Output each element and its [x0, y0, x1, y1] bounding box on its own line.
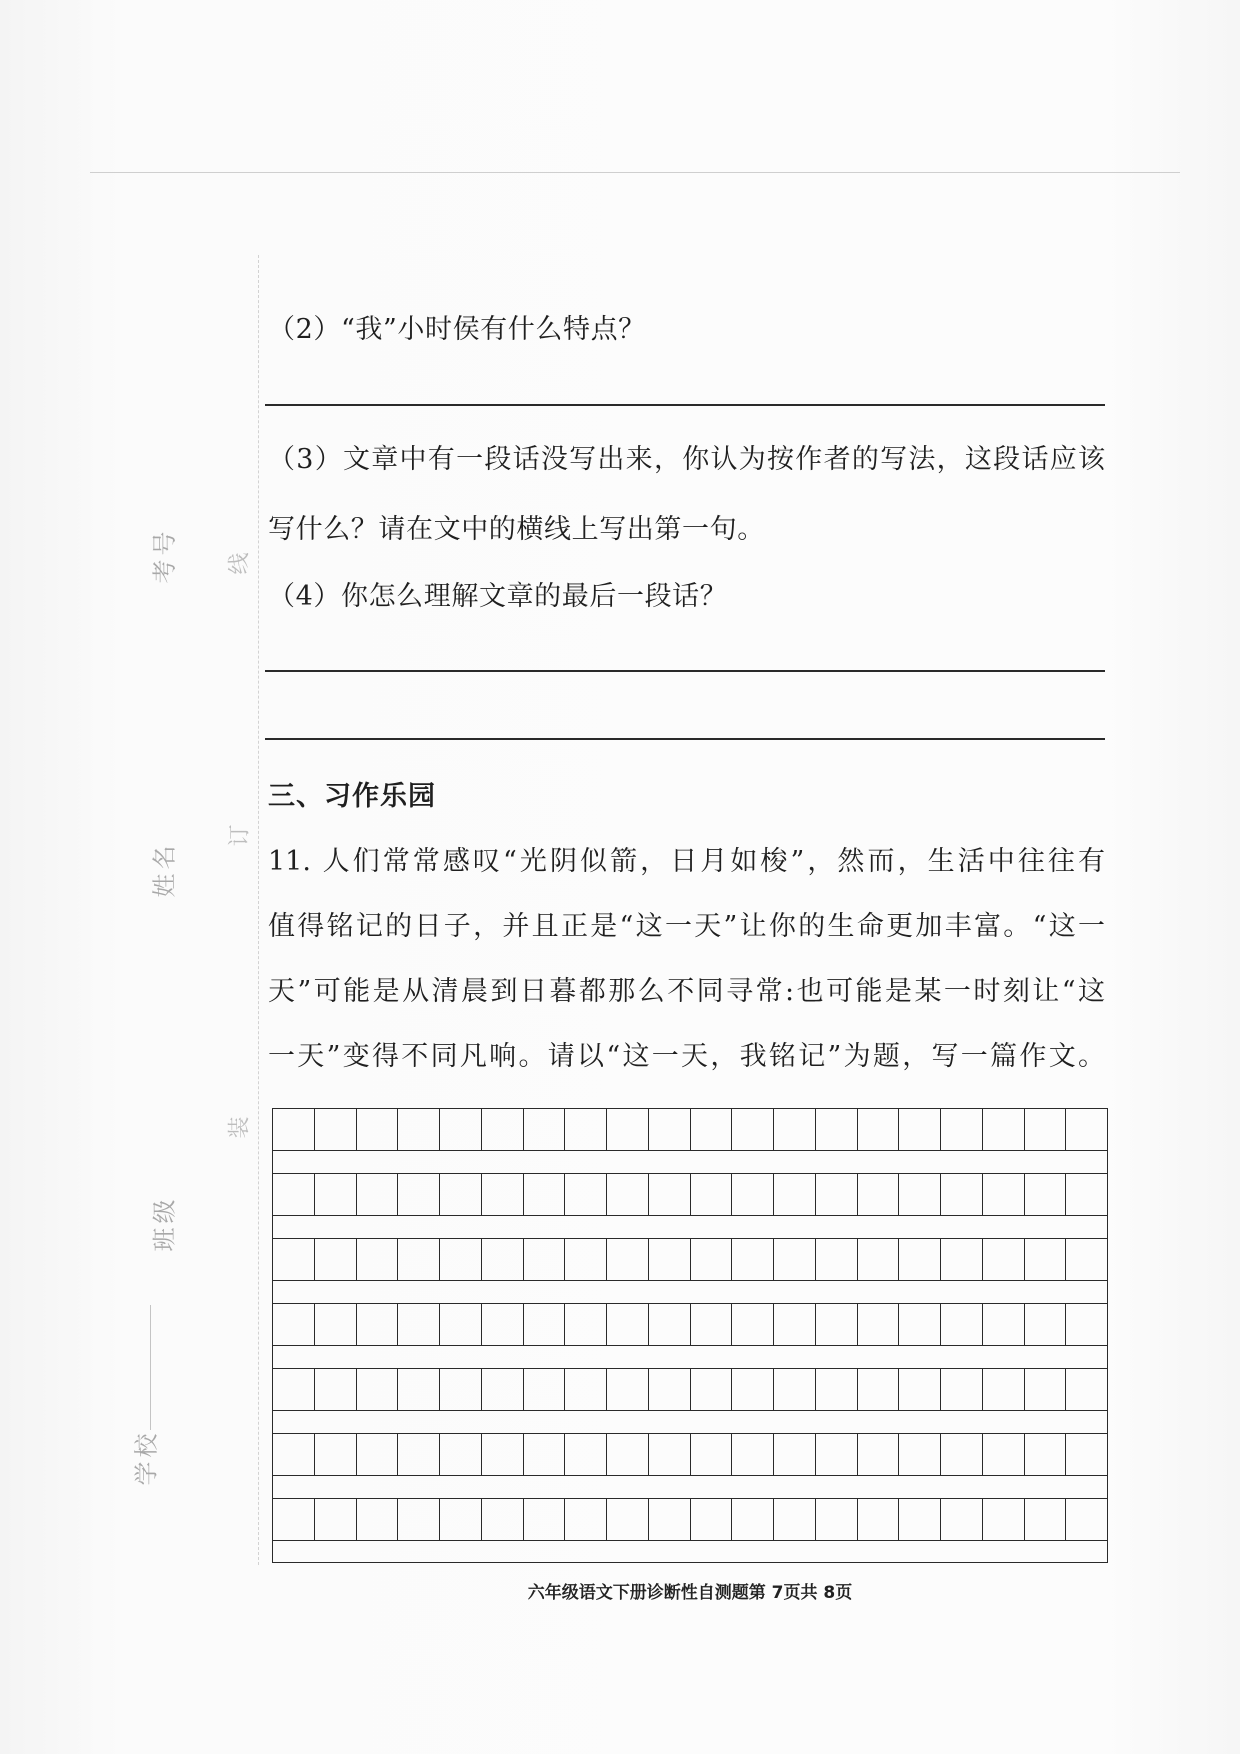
grid-cell: [858, 1239, 900, 1280]
grid-row: [273, 1108, 1107, 1151]
grid-cell: [273, 1499, 315, 1540]
writing-prompt-line: 值得铭记的日子，并且正是“这一天”让你的生命更加丰富。“这一: [268, 911, 1105, 942]
grid-cell: [649, 1434, 691, 1475]
grid-cell: [315, 1499, 357, 1540]
grid-cell: [398, 1304, 440, 1345]
grid-cell: [1025, 1434, 1067, 1475]
grid-cell: [524, 1304, 566, 1345]
grid-cell: [398, 1174, 440, 1215]
grid-cell: [1066, 1369, 1107, 1410]
grid-cell: [899, 1109, 941, 1150]
grid-cell: [941, 1109, 983, 1150]
grid-cell: [607, 1109, 649, 1150]
grid-cell: [816, 1304, 858, 1345]
binding-char-ding: 订: [227, 824, 253, 847]
grid-cell: [774, 1434, 816, 1475]
grid-cell: [482, 1109, 524, 1150]
grid-cell: [607, 1304, 649, 1345]
grid-cell: [273, 1369, 315, 1410]
writing-prompt-line: 天”可能是从清晨到日暮都那么不同寻常:也可能是某一时刻让“这: [268, 976, 1105, 1007]
grid-cell: [315, 1304, 357, 1345]
grid-cell: [482, 1369, 524, 1410]
grid-cell: [774, 1239, 816, 1280]
grid-cell: [315, 1434, 357, 1475]
answer-line: [265, 670, 1105, 672]
grid-cell: [357, 1174, 399, 1215]
grid-cell: [1025, 1369, 1067, 1410]
grid-cell: [398, 1499, 440, 1540]
grid-cell: [1025, 1239, 1067, 1280]
grid-cell: [691, 1109, 733, 1150]
grid-cell: [941, 1304, 983, 1345]
grid-cell: [273, 1239, 315, 1280]
grid-cell: [649, 1499, 691, 1540]
question-3-line-1: （3）文章中有一段话没写出来，你认为按作者的写法，这段话应该: [268, 444, 1105, 475]
grid-cell: [732, 1499, 774, 1540]
grid-cell: [1025, 1174, 1067, 1215]
grid-row: [273, 1173, 1107, 1216]
grid-cell: [357, 1239, 399, 1280]
grid-cell: [398, 1239, 440, 1280]
grid-cell: [1066, 1304, 1107, 1345]
grid-cell: [482, 1434, 524, 1475]
grid-cell: [607, 1499, 649, 1540]
grid-cell: [1066, 1499, 1107, 1540]
grid-cell: [1066, 1174, 1107, 1215]
grid-cell: [565, 1499, 607, 1540]
grid-cell: [524, 1174, 566, 1215]
grid-cell: [774, 1109, 816, 1150]
grid-cell: [357, 1434, 399, 1475]
writing-grid: [272, 1108, 1108, 1563]
question-2: （2）“我”小时侯有什么特点？: [268, 314, 646, 345]
grid-row: [273, 1498, 1107, 1541]
grid-cell: [565, 1304, 607, 1345]
grid-cell: [315, 1369, 357, 1410]
grid-cell: [482, 1304, 524, 1345]
grid-cell: [524, 1434, 566, 1475]
answer-line: [265, 404, 1105, 406]
grid-cell: [691, 1304, 733, 1345]
grid-cell: [732, 1239, 774, 1280]
grid-cell: [816, 1434, 858, 1475]
grid-cell: [983, 1174, 1025, 1215]
grid-row: [273, 1433, 1107, 1476]
grid-cell: [1025, 1304, 1067, 1345]
grid-cell: [816, 1499, 858, 1540]
grid-cell: [607, 1239, 649, 1280]
grid-cell: [691, 1434, 733, 1475]
grid-cell: [440, 1109, 482, 1150]
grid-cell: [357, 1304, 399, 1345]
grid-cell: [816, 1174, 858, 1215]
grid-cell: [440, 1499, 482, 1540]
grid-cell: [1066, 1434, 1107, 1475]
grid-cell: [941, 1174, 983, 1215]
margin-label-exam-number: 考号: [150, 527, 179, 584]
grid-cell: [524, 1369, 566, 1410]
grid-cell: [440, 1434, 482, 1475]
grid-cell: [816, 1109, 858, 1150]
page-footer: 六年级语文下册诊断性自测题第 7页共 8页: [527, 1583, 853, 1603]
grid-cell: [983, 1239, 1025, 1280]
grid-cell: [398, 1109, 440, 1150]
grid-cell: [983, 1369, 1025, 1410]
grid-cell: [899, 1239, 941, 1280]
grid-cell: [273, 1109, 315, 1150]
grid-cell: [732, 1174, 774, 1215]
grid-cell: [440, 1369, 482, 1410]
grid-cell: [858, 1369, 900, 1410]
grid-cell: [983, 1304, 1025, 1345]
grid-cell: [315, 1239, 357, 1280]
grid-cell: [524, 1499, 566, 1540]
grid-cell: [649, 1174, 691, 1215]
grid-cell: [732, 1109, 774, 1150]
grid-cell: [941, 1369, 983, 1410]
grid-cell: [440, 1304, 482, 1345]
question-4: （4）你怎么理解文章的最后一段话？: [268, 581, 728, 612]
grid-cell: [440, 1174, 482, 1215]
grid-cell: [398, 1434, 440, 1475]
grid-cell: [732, 1304, 774, 1345]
question-3-line-2: 写什么？请在文中的横线上写出第一句。: [268, 514, 765, 545]
grid-cell: [315, 1174, 357, 1215]
grid-cell: [899, 1499, 941, 1540]
grid-cell: [858, 1174, 900, 1215]
grid-cell: [774, 1499, 816, 1540]
grid-cell: [941, 1434, 983, 1475]
grid-cell: [732, 1369, 774, 1410]
grid-cell: [565, 1239, 607, 1280]
grid-cell: [1066, 1109, 1107, 1150]
grid-cell: [858, 1109, 900, 1150]
grid-cell: [691, 1239, 733, 1280]
grid-cell: [649, 1109, 691, 1150]
grid-cell: [1025, 1499, 1067, 1540]
grid-cell: [983, 1109, 1025, 1150]
grid-cell: [649, 1239, 691, 1280]
grid-cell: [899, 1434, 941, 1475]
grid-cell: [524, 1109, 566, 1150]
section-title: 三、习作乐园: [268, 781, 436, 812]
grid-cell: [482, 1239, 524, 1280]
margin-label-name: 姓名: [150, 841, 179, 898]
grid-cell: [691, 1499, 733, 1540]
grid-cell: [649, 1369, 691, 1410]
grid-cell: [273, 1174, 315, 1215]
grid-cell: [858, 1304, 900, 1345]
top-rule: [90, 172, 1180, 173]
grid-cell: [357, 1499, 399, 1540]
binding-line: [258, 255, 259, 1565]
grid-row: [273, 1368, 1107, 1411]
grid-cell: [357, 1109, 399, 1150]
grid-cell: [357, 1369, 399, 1410]
grid-cell: [440, 1239, 482, 1280]
grid-cell: [983, 1499, 1025, 1540]
grid-cell: [607, 1174, 649, 1215]
grid-cell: [691, 1174, 733, 1215]
grid-cell: [899, 1304, 941, 1345]
grid-cell: [858, 1434, 900, 1475]
grid-cell: [398, 1369, 440, 1410]
grid-cell: [607, 1434, 649, 1475]
binding-char-xian: 线: [227, 552, 253, 575]
binding-char-zhuang: 装: [227, 1116, 253, 1139]
grid-cell: [565, 1174, 607, 1215]
margin-label-school: 学校: [132, 1429, 161, 1486]
grid-row: [273, 1303, 1107, 1346]
grid-cell: [691, 1369, 733, 1410]
grid-cell: [482, 1174, 524, 1215]
grid-cell: [1066, 1239, 1107, 1280]
school-underline: [150, 1305, 151, 1430]
grid-cell: [273, 1434, 315, 1475]
grid-cell: [983, 1434, 1025, 1475]
grid-cell: [941, 1499, 983, 1540]
grid-cell: [899, 1369, 941, 1410]
grid-cell: [482, 1499, 524, 1540]
grid-cell: [273, 1304, 315, 1345]
grid-cell: [774, 1174, 816, 1215]
grid-cell: [649, 1304, 691, 1345]
grid-cell: [899, 1174, 941, 1215]
grid-cell: [941, 1239, 983, 1280]
grid-cell: [1025, 1109, 1067, 1150]
grid-cell: [732, 1434, 774, 1475]
grid-cell: [524, 1239, 566, 1280]
grid-cell: [816, 1239, 858, 1280]
grid-cell: [315, 1109, 357, 1150]
grid-cell: [565, 1434, 607, 1475]
grid-cell: [774, 1369, 816, 1410]
grid-cell: [565, 1369, 607, 1410]
margin-label-class: 班级: [150, 1195, 179, 1252]
grid-cell: [816, 1369, 858, 1410]
grid-cell: [858, 1499, 900, 1540]
answer-line: [265, 738, 1105, 740]
writing-prompt-line: 一天”变得不同凡响。请以“这一天，我铭记”为题，写一篇作文。: [268, 1041, 1105, 1072]
writing-prompt-line: 11. 人们常常感叹“光阴似箭，日月如梭”，然而，生活中往往有: [268, 846, 1105, 877]
grid-cell: [607, 1369, 649, 1410]
grid-cell: [565, 1109, 607, 1150]
grid-cell: [774, 1304, 816, 1345]
grid-row: [273, 1238, 1107, 1281]
